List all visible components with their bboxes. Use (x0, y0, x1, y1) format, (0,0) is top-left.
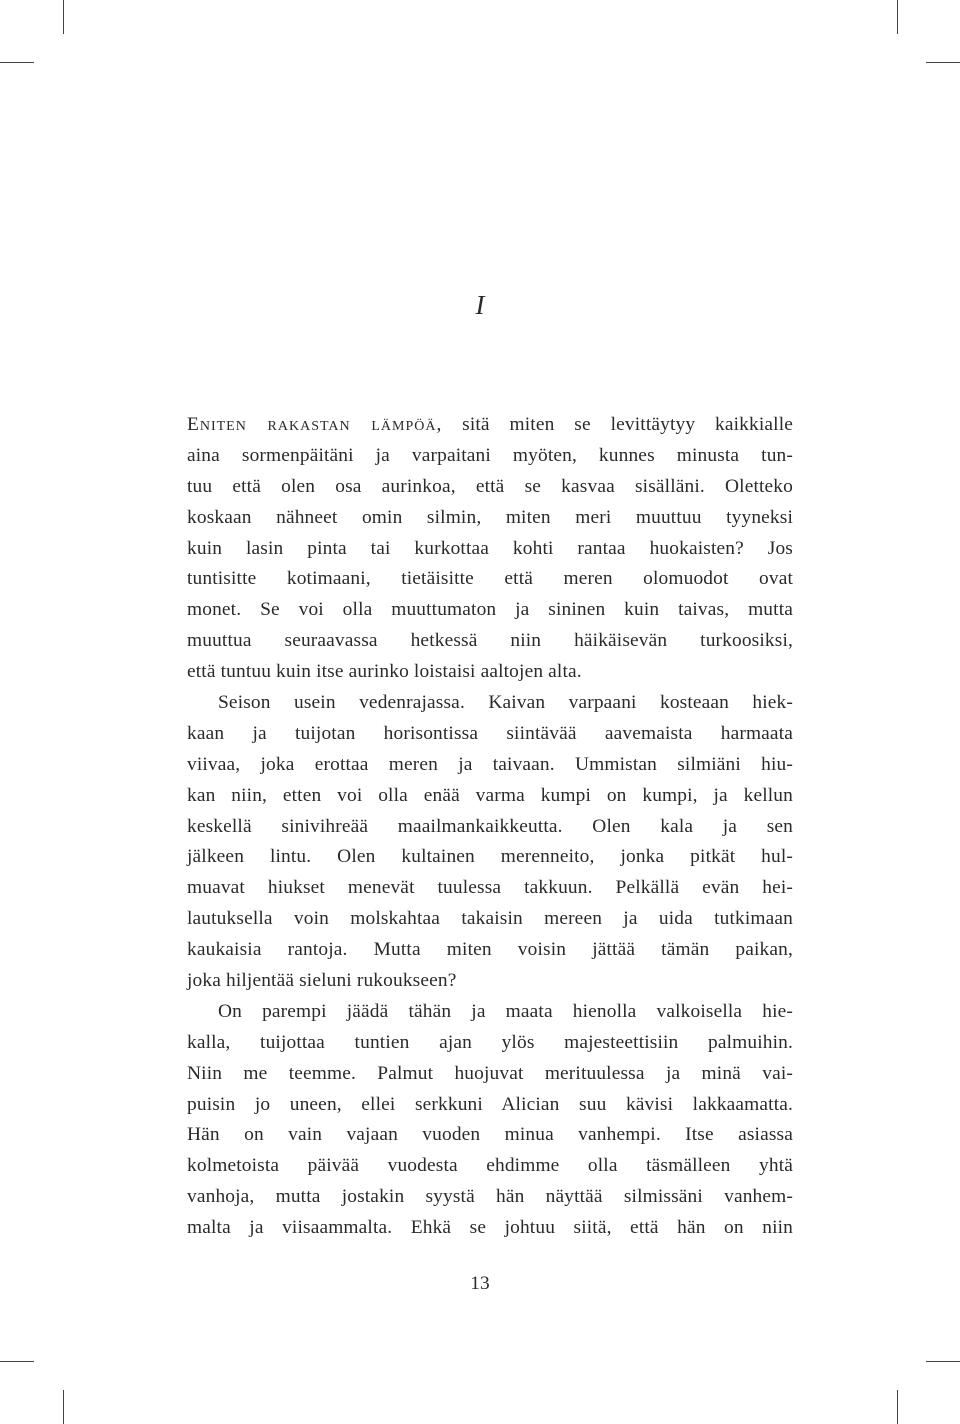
paragraph-2 (187, 688, 793, 997)
text-line: muavat hiukset menevät tuulessa takkuun. Pelkällä evän hei- (187, 877, 793, 899)
text-line: Niin me teemme. Palmut huojuvat merituulessa ja minä vai- (187, 1062, 793, 1084)
text-line: että tuntuu kuin itse aurinko loistaisi aaltojen alta. (187, 661, 582, 683)
text-line: vanhoja, mutta jostakin syystä hän näyttää silmissäni vanhem- (187, 1186, 793, 1208)
text-line: kan niin, etten voi olla enää varma kumpi on kumpi, ja kellun (187, 784, 793, 806)
text-line: kaukaisia rantoja. Mutta miten voisin jättää tämän paikan, (187, 939, 793, 961)
text-line: keskellä sinivihreää maailmankaikkeutta. Olen kala ja sen (187, 815, 793, 837)
paragraph-1 (187, 410, 793, 688)
text-line: kuin lasin pinta tai kurkottaa kohti rantaa huokaisten? Jos (187, 537, 793, 559)
paragraph-3 (187, 997, 793, 1244)
page-number: 13 (470, 1273, 490, 1294)
text-line: Hän on vain vajaan vuoden minua vanhempi. Itse asiassa (187, 1124, 793, 1146)
text-line: koskaan nähneet omin silmin, miten meri muuttuu tyyneksi (187, 506, 793, 528)
body-text (187, 410, 793, 1244)
text-line: muuttua seuraavassa hetkessä niin häikäisevän turkoosiksi, (187, 630, 793, 652)
text-line: Seison usein vedenrajassa. Kaivan varpaani kosteaan hiek- (218, 692, 793, 714)
crop-mark-bottom-right-vertical (897, 1390, 898, 1424)
text-line: puisin jo uneen, ellei serkkuni Alician suu kävisi lakkaamatta. (187, 1093, 793, 1115)
text-line: Eniten rakastan lämpöä, sitä miten se levittäytyy kaikkialle (187, 414, 793, 435)
text-line: On parempi jäädä tähän ja maata hienolla valkoisella hie- (218, 1000, 793, 1022)
chapter-number: I (475, 290, 485, 320)
text-line: kolmetoista päivää vuodesta ehdimme olla täsmälleen yhtä (187, 1155, 793, 1177)
text-line: tuntisitte kotimaani, tietäisitte että meren olomuodot ovat (187, 568, 793, 590)
text-line: lautuksella voin molskahtaa takaisin mereen ja uida tutkimaan (187, 908, 793, 930)
crop-mark-bottom-left-vertical (63, 1390, 64, 1424)
text-line: joka hiljentää sieluni rukoukseen? (187, 970, 457, 992)
text-line: monet. Se voi olla muuttumaton ja sininen kuin taivas, mutta (187, 599, 793, 621)
crop-mark-top-right-horizontal (926, 62, 960, 63)
text-line: viivaa, joka erottaa meren ja taivaan. Ummistan silmiäni hiu- (187, 753, 793, 775)
text-line: kaan ja tuijotan horisontissa siintävää aavemaista harmaata (187, 722, 793, 744)
text-line: jälkeen lintu. Olen kultainen merenneito, jonka pitkät hul- (187, 846, 793, 868)
crop-mark-top-right-vertical (897, 0, 898, 34)
crop-mark-top-left-vertical (63, 0, 64, 34)
opening-small-caps: Eniten rakastan lämpöä, (187, 414, 443, 435)
text-line: tuu että olen osa aurinkoa, että se kasvaa sisälläni. Oletteko (187, 475, 793, 497)
crop-mark-bottom-left-horizontal (0, 1361, 34, 1362)
text-line: kalla, tuijottaa tuntien ajan ylös majesteettisiin palmuihin. (187, 1031, 793, 1053)
crop-mark-top-left-horizontal (0, 62, 34, 63)
text-line: malta ja viisaammalta. Ehkä se johtuu siitä, että hän on niin (187, 1217, 793, 1239)
crop-mark-bottom-right-horizontal (926, 1361, 960, 1362)
text-line: aina sormenpäitäni ja varpaitani myöten, kunnes minusta tun- (187, 444, 793, 466)
